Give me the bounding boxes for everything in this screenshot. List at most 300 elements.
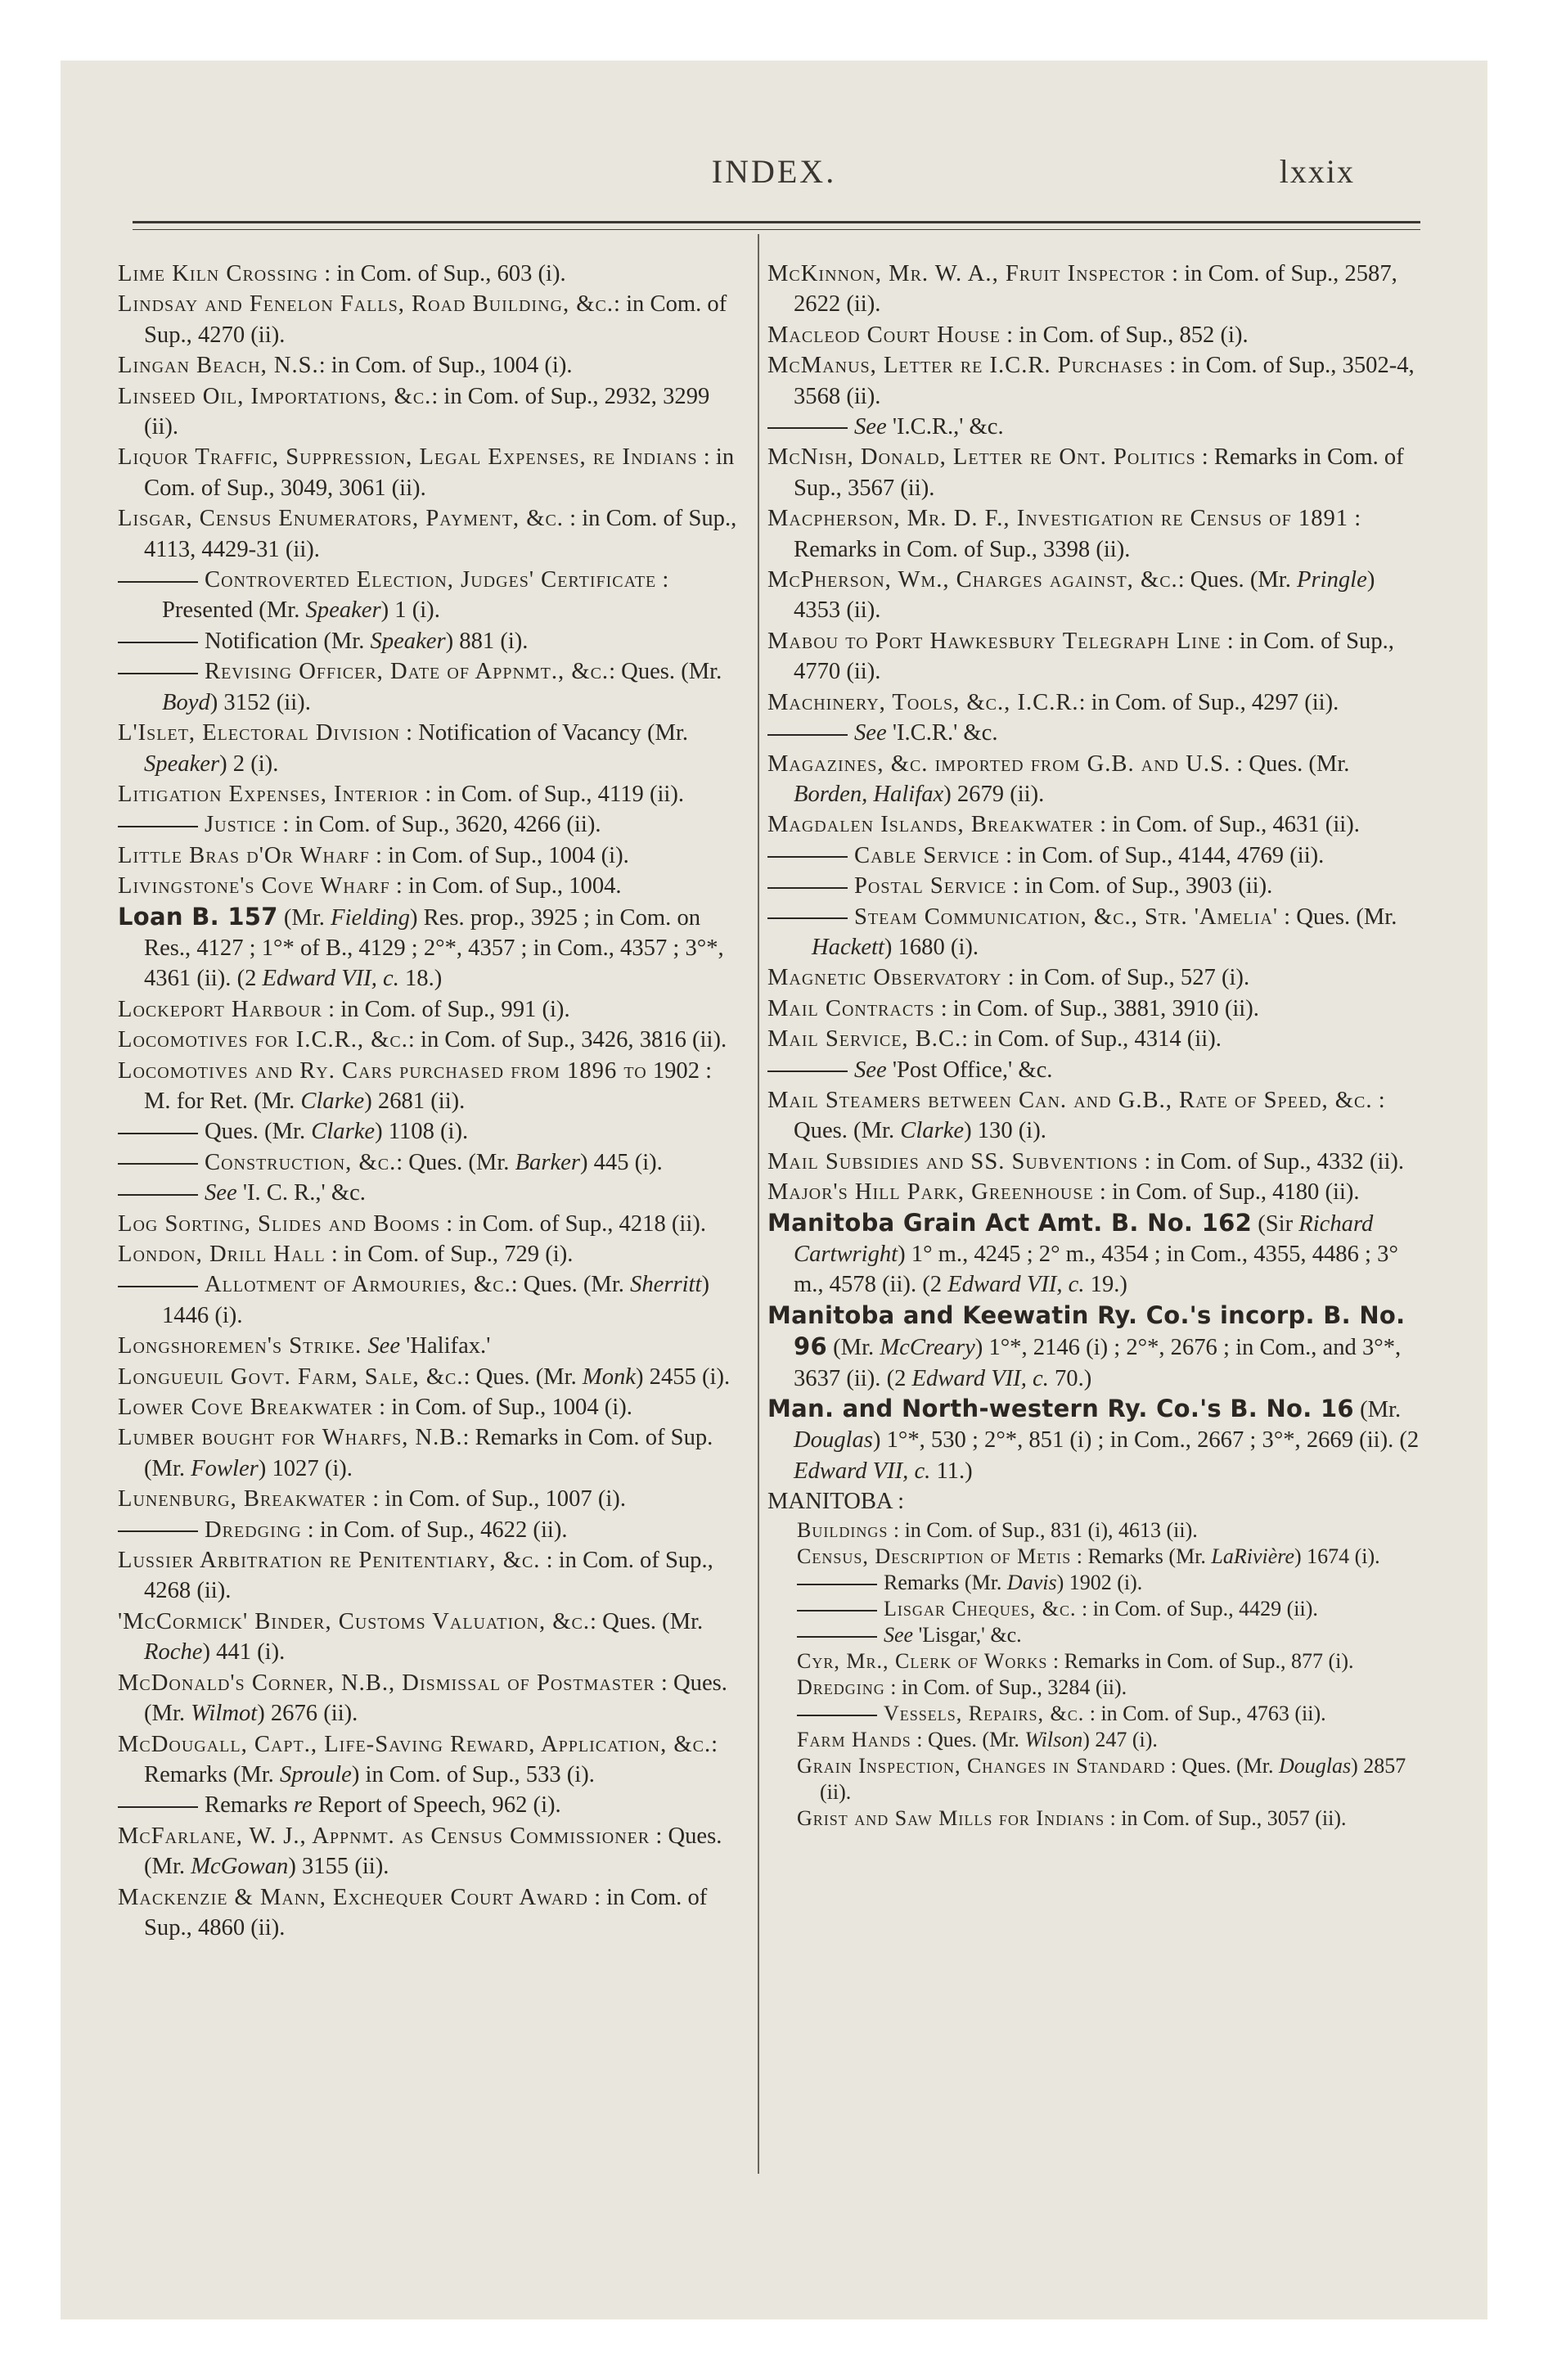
entry-heading: Mail Service, B.C. xyxy=(767,1026,962,1053)
index-entry xyxy=(797,1544,1422,1570)
entry-text: : Ques. (Mr. xyxy=(911,1727,1025,1751)
entry-heading: McDougall, Capt., Life-Saving Reward, Application, &c. xyxy=(118,1731,712,1757)
entry-text: ) 1680 (i). xyxy=(884,934,979,960)
entry-text: : in Com. of Sup., 4631 (ii). xyxy=(1094,812,1360,838)
entry-text: ) 1°*, 2146 (i) ; 2°*, 2676 ; in Com., and 3°*, 3637 (ii). (2 xyxy=(794,1335,1402,1391)
entry-text: : Remarks (Mr. xyxy=(144,1731,718,1787)
entry-heading: Lumber bought for Wharfs, N.B. xyxy=(118,1425,463,1451)
member-name: Barker xyxy=(515,1149,580,1175)
entry-text: : in Com. of Sup., 4218 (ii). xyxy=(440,1210,706,1237)
member-name: Clarke xyxy=(900,1118,965,1144)
sub-text: Notification (Mr. xyxy=(205,628,371,654)
entry-text: ) 2676 (ii). xyxy=(257,1701,358,1727)
entry-heading: Lindsay and Fenelon Falls, Road Building, &c. xyxy=(118,291,614,318)
entry-text: : in Com. of Sup., 1004 (i). xyxy=(373,1395,632,1421)
index-entry xyxy=(118,902,740,994)
sub-heading: Steam Communication, &c., Str. 'Amelia' xyxy=(854,904,1279,930)
index-entry xyxy=(797,1596,1422,1622)
entry-heading: Magazines, &c. imported from G.B. and U.S. xyxy=(767,751,1231,777)
right-column xyxy=(767,259,1422,1832)
header-rule-thick xyxy=(133,221,1420,223)
entry-heading: Lussier Arbitration re Penitentiary, &c. xyxy=(118,1548,541,1574)
ditto-dash xyxy=(767,856,848,858)
entry-text: ) 2681 (ii). xyxy=(364,1088,466,1114)
entry-heading: Livingstone's Cove Wharf xyxy=(118,873,390,899)
entry-text: : in Com. of Sup., 4268 (ii). xyxy=(144,1548,713,1604)
index-entry xyxy=(767,503,1422,565)
entry-text: : Ques. (Mr. xyxy=(794,1087,1385,1144)
ditto-dash xyxy=(118,1133,198,1134)
entry-heading: Litigation Expenses, Interior xyxy=(118,781,420,807)
see-reference: See xyxy=(884,1622,914,1647)
statute-ref: Edward VII, c. xyxy=(947,1272,1085,1298)
member-name: LaRivière xyxy=(1211,1544,1294,1568)
index-entry xyxy=(767,962,1422,993)
index-entry xyxy=(767,1177,1422,1207)
entry-text: ) 1 (i). xyxy=(380,597,440,624)
index-entry xyxy=(118,381,740,443)
member-name: Speaker xyxy=(305,597,381,624)
entry-text: : in Com. of Sup., 4429 (ii). xyxy=(1076,1596,1318,1620)
entry-text: : Notification of Vacancy (Mr. xyxy=(399,720,689,746)
entry-text: 'I. C. R.,' &c. xyxy=(236,1180,366,1206)
entry-text: : in Com. of Sup., 3426, 3816 (ii). xyxy=(407,1027,727,1053)
member-name: Davis xyxy=(1006,1570,1057,1594)
index-entry xyxy=(118,994,740,1025)
ditto-dash xyxy=(118,1806,198,1808)
index-entry xyxy=(118,841,740,871)
member-name: Fowler xyxy=(191,1455,259,1481)
entry-text: : in Com. of Sup., 4763 (ii). xyxy=(1084,1701,1326,1725)
entry-text: ) in Com. of Sup., 533 (i). xyxy=(351,1761,595,1787)
index-entry xyxy=(118,1178,740,1208)
sub-text: Remarks xyxy=(205,1792,294,1819)
index-entry xyxy=(118,1209,740,1239)
entry-heading: Major's Hill Park, Greenhouse xyxy=(767,1179,1094,1206)
index-entry xyxy=(118,1607,740,1668)
entry-text: : in Com. of Sup., 3903 (ii). xyxy=(1006,873,1273,899)
entry-heading: Liquor Traffic, Suppression, Legal Expenses, re Indians xyxy=(118,444,698,471)
entry-text: ) 3152 (ii). xyxy=(209,689,311,715)
entry-heading: McManus, Letter re I.C.R. Purchases xyxy=(767,353,1164,379)
index-entry xyxy=(797,1648,1422,1675)
index-entry xyxy=(767,902,1422,963)
entry-heading: Lime Kiln Crossing xyxy=(118,261,319,286)
entry-heading: Locomotives for I.C.R., &c. xyxy=(118,1027,408,1053)
member-name: Douglas xyxy=(1278,1753,1352,1778)
index-entry xyxy=(118,1269,740,1331)
index-entry xyxy=(118,626,740,656)
entry-text: : in Com. of Sup., 4332 (ii). xyxy=(1138,1148,1405,1174)
ditto-dash xyxy=(118,826,198,827)
entry-heading: Lockeport Harbour xyxy=(118,996,322,1022)
index-entry xyxy=(118,259,740,289)
page-number: lxxix xyxy=(1279,153,1355,190)
index-entry xyxy=(797,1753,1422,1805)
index-entry xyxy=(118,1882,740,1944)
sub-heading: Dredging xyxy=(205,1517,302,1543)
bill-heading: Man. and North-western Ry. Co.'s B. No. 16 xyxy=(767,1395,1354,1423)
entry-text: : in Com. of Sup., 3620, 4266 (ii). xyxy=(277,812,601,838)
member-name: Boyd xyxy=(162,689,210,715)
index-entry xyxy=(797,1622,1422,1648)
sub-heading: Controverted Election, Judges' Certificate xyxy=(205,567,657,593)
index-entry xyxy=(118,809,740,840)
entry-text: ) 445 (i). xyxy=(579,1149,663,1175)
member-name: Douglas xyxy=(794,1427,873,1454)
index-entry xyxy=(767,841,1422,871)
entry-text: (Sir xyxy=(1252,1210,1299,1237)
statute-ref: Edward VII, c. xyxy=(911,1365,1049,1391)
member-name: Wilmot xyxy=(191,1701,258,1727)
entry-text: ) Res. prop., 3925 ; in Com. on Res., 4127 ; 1°* of B., 4129 ; 2°*, 4357 ; in Com., 4357 ; 3°*, 4361 (ii). (2 xyxy=(144,904,724,992)
column-divider xyxy=(758,234,759,2174)
ditto-dash xyxy=(767,1071,848,1072)
index-entry xyxy=(767,1055,1422,1085)
ditto-dash xyxy=(797,1610,877,1611)
index-entry xyxy=(118,656,740,718)
index-entry xyxy=(118,1790,740,1820)
entry-heading: Magnetic Observatory xyxy=(767,965,1002,991)
entry-text: : in Com. of Sup., 4270 (ii). xyxy=(144,291,727,348)
entry-text: 70.) xyxy=(1048,1365,1092,1391)
bill-heading: Loan B. 157 xyxy=(118,902,278,931)
see-reference: See xyxy=(854,1057,887,1083)
entry-text: Report of Speech, 962 (i). xyxy=(312,1792,561,1819)
entry-text: (Mr. xyxy=(826,1335,880,1361)
entry-text: ) 130 (i). xyxy=(964,1118,1046,1144)
entry-text: : Remarks in Com. of Sup. (Mr. xyxy=(144,1425,713,1481)
ditto-dash xyxy=(767,734,848,736)
entry-heading: McPherson, Wm., Charges against, &c. xyxy=(767,567,1178,593)
entry-heading: Little Bras d'Or Wharf xyxy=(118,842,370,868)
entry-text: ) 1°*, 530 ; 2°*, 851 (i) ; in Com., 2667 ; 3°*, 2669 (ii). (2 xyxy=(872,1427,1420,1454)
sub-heading: Vessels, Repairs, &c. xyxy=(884,1701,1085,1725)
index-entry xyxy=(767,1147,1422,1177)
entry-text: : Remarks in Com. of Sup., 877 (i). xyxy=(1047,1648,1354,1673)
index-entry xyxy=(767,871,1422,901)
entry-text: 'I.C.R.' &c. xyxy=(886,720,998,746)
entry-heading: Lower Cove Breakwater xyxy=(118,1395,373,1421)
entry-text: : in Com. of Sup., 3284 (ii). xyxy=(884,1675,1127,1699)
sub-heading: Revising Officer, Date of Appnmt., &c. xyxy=(205,659,610,685)
entry-text: : in Com. of Sup., 4770 (ii). xyxy=(794,628,1394,685)
entry-text: : in Com. of Sup., 991 (i). xyxy=(322,996,570,1022)
ditto-dash xyxy=(118,642,198,643)
index-entry xyxy=(767,1394,1422,1486)
index-entry xyxy=(118,289,740,350)
entry-heading: Longueuil Govt. Farm, Sale, &c. xyxy=(118,1364,464,1390)
index-entry xyxy=(797,1517,1422,1544)
member-name: Clarke xyxy=(311,1119,376,1145)
bill-heading: Manitoba and Keewatin Ry. Co.'s incorp. B. No. 96 xyxy=(767,1300,1406,1361)
see-reference: See xyxy=(854,414,887,440)
ditto-dash xyxy=(118,1530,198,1532)
entry-heading: Longshoremen's Strike. xyxy=(118,1333,362,1359)
entry-text: : in Com. of Sup., 3502-4, 3568 (ii). xyxy=(794,353,1415,409)
member-name: Richard Cartwright xyxy=(794,1210,1374,1267)
see-reference: See xyxy=(854,720,887,746)
ditto-dash xyxy=(118,1286,198,1287)
entry-heading: Lingan Beach, N.S. xyxy=(118,353,319,379)
entry-text: : in Com. of Sup., 4119 (ii). xyxy=(419,781,685,807)
index-entry xyxy=(767,442,1422,503)
index-entry xyxy=(118,1422,740,1484)
ditto-dash xyxy=(767,887,848,889)
section-heading: MANITOBA : xyxy=(767,1489,905,1515)
index-entry xyxy=(797,1570,1422,1596)
ditto-dash xyxy=(118,1163,198,1165)
entry-text: ) 3155 (ii). xyxy=(288,1854,389,1880)
entry-heading: Mail Steamers between Can. and G.B., Rate of Speed, &c. xyxy=(767,1087,1373,1113)
entry-heading: Mackenzie & Mann, Exchequer Court Award xyxy=(118,1884,588,1910)
entry-text: : in Com. of Sup., 729 (i). xyxy=(325,1242,574,1267)
index-entry xyxy=(767,565,1422,626)
index-entry xyxy=(797,1805,1422,1832)
index-entry xyxy=(118,350,740,381)
member-name: See xyxy=(367,1333,401,1359)
member-name: McCreary xyxy=(880,1335,975,1361)
index-entry xyxy=(767,1486,1422,1517)
ditto-dash xyxy=(118,581,198,583)
sub-heading: Cable Service xyxy=(854,842,1000,868)
entry-text: : Presented (Mr. xyxy=(162,567,669,624)
entry-heading: Macleod Court House xyxy=(767,322,1001,348)
member-name: McGowan xyxy=(191,1854,289,1880)
member-name: Hackett xyxy=(812,934,884,960)
entry-text: 19.) xyxy=(1084,1272,1127,1298)
entry-text: ) 441 (i). xyxy=(202,1639,286,1666)
index-entry xyxy=(767,1024,1422,1054)
entry-heading: McFarlane, W. J., Appnmt. as Census Commissioner xyxy=(118,1823,650,1849)
entry-text: : Ques. (Mr. xyxy=(463,1364,583,1390)
index-entry xyxy=(797,1701,1422,1727)
entry-text: : in Com. of Sup., 3049, 3061 (ii). xyxy=(144,444,735,501)
entry-text: : in Com. of Sup., 1007 (i). xyxy=(367,1486,626,1512)
index-entry xyxy=(767,350,1422,412)
entry-heading: Dredging xyxy=(797,1675,885,1699)
member-name: Wilson xyxy=(1024,1727,1083,1751)
entry-text: : in Com. of Sup., 1004 (i). xyxy=(318,353,573,379)
entry-text: : in Com. of Sup., 1004 (i). xyxy=(369,842,629,868)
header-rule-thin xyxy=(133,229,1420,230)
entry-text: : Ques. (Mr. xyxy=(1165,1753,1279,1778)
member-name: Borden, Halifax xyxy=(794,781,944,807)
entry-heading: Machinery, Tools, &c., I.C.R. xyxy=(767,689,1079,715)
page-title: INDEX. xyxy=(711,153,837,190)
entry-text: 18.) xyxy=(398,966,443,992)
index-entry xyxy=(118,1147,740,1178)
entry-text: : Ques. (Mr. xyxy=(511,1272,631,1298)
member-name: Pringle xyxy=(1297,567,1367,593)
index-entry xyxy=(118,1362,740,1392)
sub-text: Ques. (Mr. xyxy=(205,1119,312,1145)
entry-heading: 'McCormick' Binder, Customs Valuation, &c. xyxy=(118,1608,591,1634)
member-name: Sherritt xyxy=(630,1272,702,1298)
index-entry xyxy=(767,749,1422,810)
entry-heading: Lunenburg, Breakwater xyxy=(118,1486,367,1512)
index-entry xyxy=(797,1675,1422,1701)
index-entry xyxy=(118,779,740,809)
entry-text: ) 1108 (i). xyxy=(375,1119,469,1145)
entry-text: : Remarks in Com. of Sup., 3398 (ii). xyxy=(794,506,1361,562)
entry-text: : Ques. (Mr. xyxy=(396,1149,515,1175)
ditto-dash xyxy=(767,917,848,919)
entry-text: : Ques. (Mr. xyxy=(144,1670,727,1727)
entry-text: ) 4353 (ii). xyxy=(794,567,1375,624)
entry-heading: McNish, Donald, Letter re Ont. Politics xyxy=(767,444,1196,471)
index-entry xyxy=(118,1729,740,1791)
entry-heading: L'Islet, Electoral Division xyxy=(118,720,400,746)
entry-heading: Mail Contracts xyxy=(767,995,935,1021)
index-entry xyxy=(118,1116,740,1147)
entry-text: ) 1027 (i). xyxy=(258,1455,353,1481)
entry-text: : Ques. (Mr. xyxy=(1177,567,1298,593)
entry-heading: Mail Subsidies and SS. Subventions xyxy=(767,1148,1139,1174)
entry-heading: Grist and Saw Mills for Indians xyxy=(797,1805,1105,1830)
index-entry xyxy=(767,320,1422,350)
sub-heading: Lisgar Cheques, &c. xyxy=(884,1596,1077,1620)
entry-text: ) 2679 (ii). xyxy=(943,781,1045,807)
entry-text: ) 1° m., 4245 ; 2° m., 4354 ; in Com., 4355, 4486 ; 3° m., 4578 (ii). (2 xyxy=(794,1242,1398,1298)
entry-text: 'I.C.R.,' &c. xyxy=(886,414,1004,440)
index-entry xyxy=(767,718,1422,748)
entry-text: : in Com. of Sup., 4622 (ii). xyxy=(301,1517,568,1543)
member-name: Sproule xyxy=(279,1761,352,1787)
member-name: Clarke xyxy=(300,1088,365,1114)
entry-text: : in Com. of Sup., 4113, 4429-31 (ii). xyxy=(144,506,737,562)
index-entry xyxy=(118,1515,740,1545)
entry-text: ) 2455 (i). xyxy=(636,1364,731,1390)
index-entry xyxy=(118,442,740,503)
entry-heading: London, Drill Hall xyxy=(118,1242,326,1267)
index-entry xyxy=(118,503,740,565)
entry-heading: Mabou to Port Hawkesbury Telegraph Line xyxy=(767,628,1222,654)
entry-text: : in Com. of Sup., 1004. xyxy=(389,873,622,899)
entry-text: : in Com. of Sup., 4297 (ii). xyxy=(1078,689,1339,715)
entry-text: : in Com. of Sup., 2587, 2622 (ii). xyxy=(794,261,1397,318)
sub-heading: Justice xyxy=(205,812,277,838)
ditto-dash xyxy=(767,427,848,429)
entry-text: 1902 : M. for Ret. (Mr. xyxy=(144,1057,713,1114)
index-entry xyxy=(118,565,740,626)
member-name: Speaker xyxy=(370,628,446,654)
index-entry xyxy=(118,1056,740,1117)
entry-text: : Ques. (Mr. xyxy=(590,1608,704,1634)
left-column xyxy=(118,259,740,1943)
entry-text: : Remarks (Mr. xyxy=(1071,1544,1212,1568)
page-header xyxy=(61,152,1487,201)
entry-text: 'Post Office,' &c. xyxy=(886,1057,1053,1083)
index-entry xyxy=(118,871,740,901)
member-name: Fielding xyxy=(331,904,410,931)
entry-text: 'Halifax.' xyxy=(400,1333,491,1359)
member-name: Speaker xyxy=(144,751,220,777)
entry-text: : Ques. (Mr. xyxy=(1231,751,1350,777)
entry-text: : in Com. of Sup., 4860 (ii). xyxy=(144,1884,708,1941)
ditto-dash xyxy=(797,1584,877,1585)
sub-heading: Construction, &c. xyxy=(205,1149,397,1175)
entry-text: : in Com. of Sup., 852 (i). xyxy=(1001,322,1249,348)
entry-text: : Ques. (Mr. xyxy=(609,659,722,685)
sub-text: Remarks (Mr. xyxy=(884,1570,1007,1594)
entry-text: : Ques. (Mr. xyxy=(144,1823,722,1880)
index-entry xyxy=(118,1392,740,1422)
index-entry xyxy=(118,1484,740,1514)
sub-heading: Allotment of Armouries, &c. xyxy=(205,1272,511,1298)
ditto-dash xyxy=(118,1194,198,1196)
entry-heading: McKinnon, Mr. W. A., Fruit Inspector xyxy=(767,261,1166,286)
entry-heading: Grain Inspection, Changes in Standard xyxy=(797,1753,1166,1778)
index-entry xyxy=(767,1208,1422,1300)
member-name: Monk xyxy=(582,1364,636,1390)
entry-text: (Mr. xyxy=(277,904,331,931)
index-page xyxy=(61,61,1487,2319)
ditto-dash xyxy=(797,1636,877,1638)
entry-heading: Macpherson, Mr. D. F., Investigation re Census of 1891 xyxy=(767,506,1349,532)
index-entry xyxy=(767,809,1422,840)
index-entry xyxy=(118,1545,740,1607)
index-entry xyxy=(118,1821,740,1882)
index-entry xyxy=(767,259,1422,320)
index-entry xyxy=(118,1239,740,1269)
entry-text: 'Lisgar,' &c. xyxy=(913,1622,1022,1647)
index-entry xyxy=(118,1668,740,1729)
entry-text: : in Com. of Sup., 603 (i). xyxy=(318,261,566,286)
entry-text: (Mr. xyxy=(1353,1397,1402,1423)
entry-text: ) 2 (i). xyxy=(219,751,279,777)
entry-text: : in Com. of Sup., 4144, 4769 (ii). xyxy=(999,842,1325,868)
entry-heading: Census, Description of Metis xyxy=(797,1544,1072,1568)
entry-heading: Linseed Oil, Importations, &c. xyxy=(118,383,432,409)
index-entry xyxy=(767,412,1422,442)
see-reference: See xyxy=(205,1180,237,1206)
entry-text: : in Com. of Sup., 4314 (ii). xyxy=(961,1026,1222,1053)
index-entry xyxy=(767,687,1422,718)
entry-heading: Farm Hands xyxy=(797,1727,911,1751)
member-name: Roche xyxy=(144,1639,203,1666)
entry-text: : in Com. of Sup., 2932, 3299 (ii). xyxy=(144,383,710,440)
index-entry xyxy=(767,1085,1422,1147)
manitoba-subentries xyxy=(767,1517,1422,1832)
index-entry xyxy=(118,1331,740,1361)
entry-text: ) 247 (i). xyxy=(1082,1727,1158,1751)
right-column-entries xyxy=(767,259,1422,1517)
entry-heading: Locomotives and Ry. Cars purchased from 1896 to xyxy=(118,1057,647,1084)
statute-ref: Edward VII, c. xyxy=(794,1458,931,1484)
entry-text: : Remarks in Com. of Sup., 3567 (ii). xyxy=(794,444,1404,501)
entry-text: 11.) xyxy=(930,1458,973,1484)
entry-heading: Log Sorting, Slides and Booms xyxy=(118,1210,441,1237)
entry-heading: Lisgar, Census Enumerators, Payment, &c. xyxy=(118,506,564,532)
entry-text: ) 1674 (i). xyxy=(1294,1544,1380,1568)
index-entry xyxy=(767,994,1422,1024)
entry-text: : in Com. of Sup., 3881, 3910 (ii). xyxy=(934,995,1259,1021)
entry-heading: Magdalen Islands, Breakwater xyxy=(767,812,1095,838)
sub-heading: Postal Service xyxy=(854,873,1007,899)
index-entry xyxy=(767,1300,1422,1394)
entry-heading: McDonald's Corner, N.B., Dismissal of Postmaster xyxy=(118,1670,655,1696)
entry-text: : in Com. of Sup., 831 (i), 4613 (ii). xyxy=(888,1517,1198,1542)
entry-text: : in Com. of Sup., 4180 (ii). xyxy=(1093,1179,1360,1206)
entry-text: ) 881 (i). xyxy=(445,628,529,654)
entry-text: : in Com. of Sup., 3057 (ii). xyxy=(1105,1805,1347,1830)
index-entry xyxy=(118,1025,740,1055)
member-name: re xyxy=(293,1792,313,1819)
index-entry xyxy=(797,1727,1422,1753)
entry-text: ) 1446 (i). xyxy=(162,1272,709,1328)
ditto-dash xyxy=(797,1715,877,1716)
